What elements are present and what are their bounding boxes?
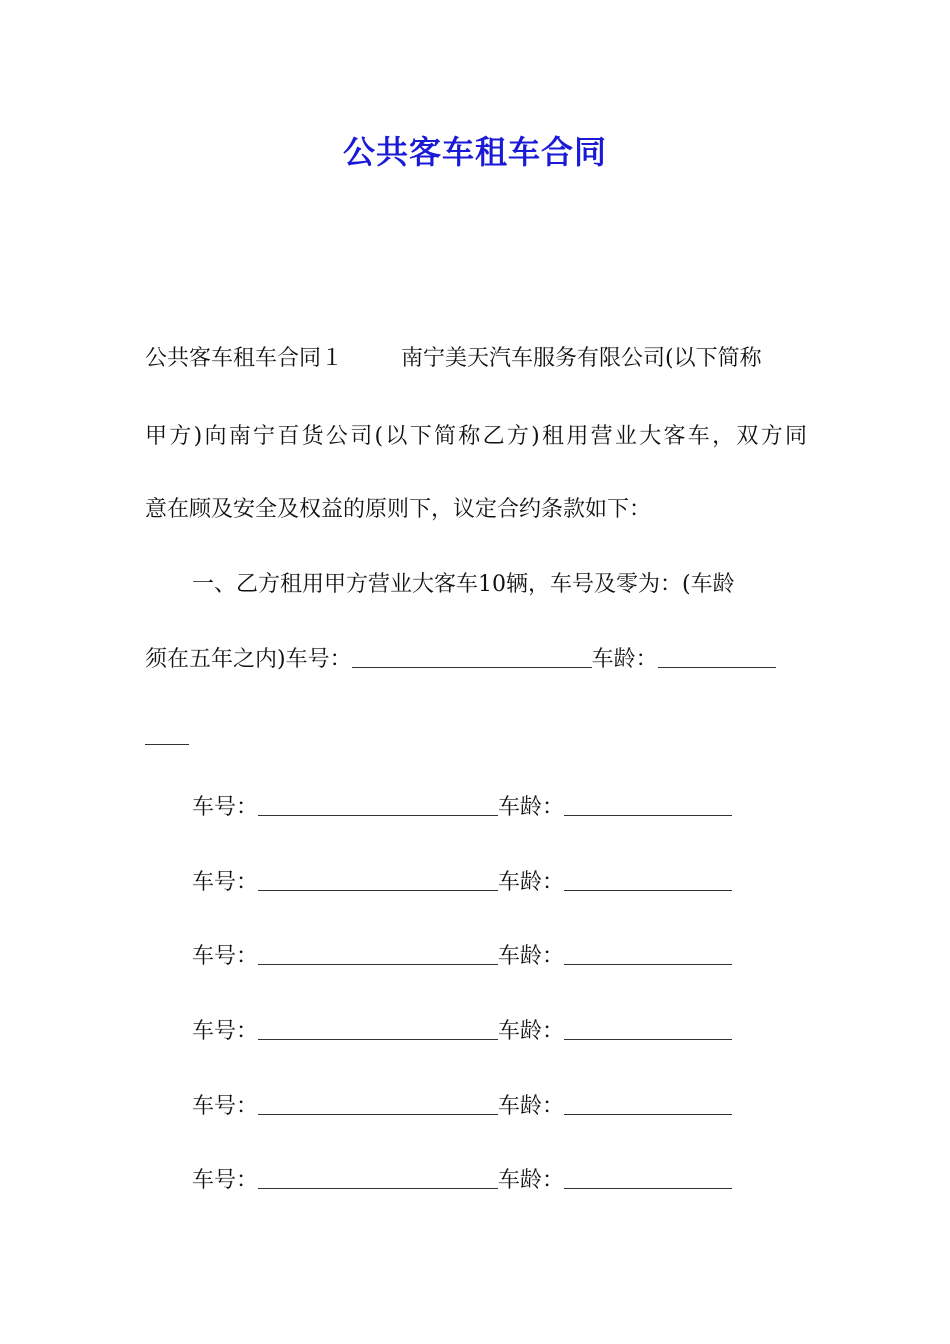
vehicle-number-blank[interactable]	[258, 942, 498, 965]
intro-line-1-text: 南宁美天汽车服务有限公司(以下简称	[401, 346, 762, 371]
vehicle-age-blank[interactable]	[564, 1092, 732, 1115]
vehicle-number-label: 车号：	[192, 1094, 259, 1119]
vehicle-age-label: 车龄：	[498, 870, 565, 895]
vehicle-age-blank[interactable]	[564, 1166, 732, 1189]
vehicle-row	[192, 1166, 732, 1196]
vehicle-row	[192, 942, 732, 972]
vehicle-age-label: 车龄：	[498, 1019, 565, 1044]
vehicle-row	[192, 868, 732, 898]
document-title: 公共客车租车合同	[342, 133, 607, 171]
vehicle-age-label: 车龄：	[498, 944, 565, 969]
vehicle-row	[192, 793, 732, 823]
vehicle-number-label: 车号：	[192, 1168, 259, 1193]
clause-1-line-2-text: 须在五年之内)车号：	[145, 647, 352, 672]
vehicle-number-blank[interactable]	[258, 793, 498, 816]
vehicle-number-label: 车号：	[192, 870, 259, 895]
vehicle-age-blank[interactable]	[564, 793, 732, 816]
intro-heading: 公共客车租车合同１	[145, 346, 344, 371]
vehicle-number-label: 车号：	[192, 795, 259, 820]
vehicle-number-blank[interactable]	[258, 1092, 498, 1115]
vehicle-age-blank[interactable]	[564, 942, 732, 965]
intro-line-2: 甲方)向南宁百货公司(以下简称乙方)租用营业大客车，双方同	[145, 424, 807, 449]
vehicle-number-blank[interactable]	[258, 1166, 498, 1189]
vehicle-age-blank[interactable]	[658, 645, 776, 668]
vehicle-number-blank[interactable]	[352, 645, 592, 668]
intro-line-3: 意在顾及安全及权益的原则下，议定合约条款如下：	[145, 497, 652, 522]
age-label: 车龄：	[591, 647, 658, 672]
intro-line-1	[145, 344, 807, 374]
vehicle-age-label: 车龄：	[498, 1168, 565, 1193]
vehicle-row	[192, 1092, 732, 1122]
vehicle-age-blank[interactable]	[564, 1017, 732, 1040]
vehicle-number-label: 车号：	[192, 1019, 259, 1044]
vehicle-age-blank[interactable]	[564, 868, 732, 891]
vehicle-number-blank[interactable]	[258, 1017, 498, 1040]
clause-1-line-2	[145, 645, 807, 675]
vehicle-number-blank[interactable]	[258, 868, 498, 891]
vehicle-number-label: 车号：	[192, 944, 259, 969]
vehicle-row	[192, 1017, 732, 1047]
vehicle-age-label: 车龄：	[498, 795, 565, 820]
vehicle-age-label: 车龄：	[498, 1094, 565, 1119]
clause-1-line-1: 一、乙方租用甲方营业大客车10辆，车号及零为：(车龄	[192, 572, 735, 597]
vehicle-age-blank-continued[interactable]	[145, 722, 189, 745]
clause-1-line-3	[145, 722, 807, 752]
